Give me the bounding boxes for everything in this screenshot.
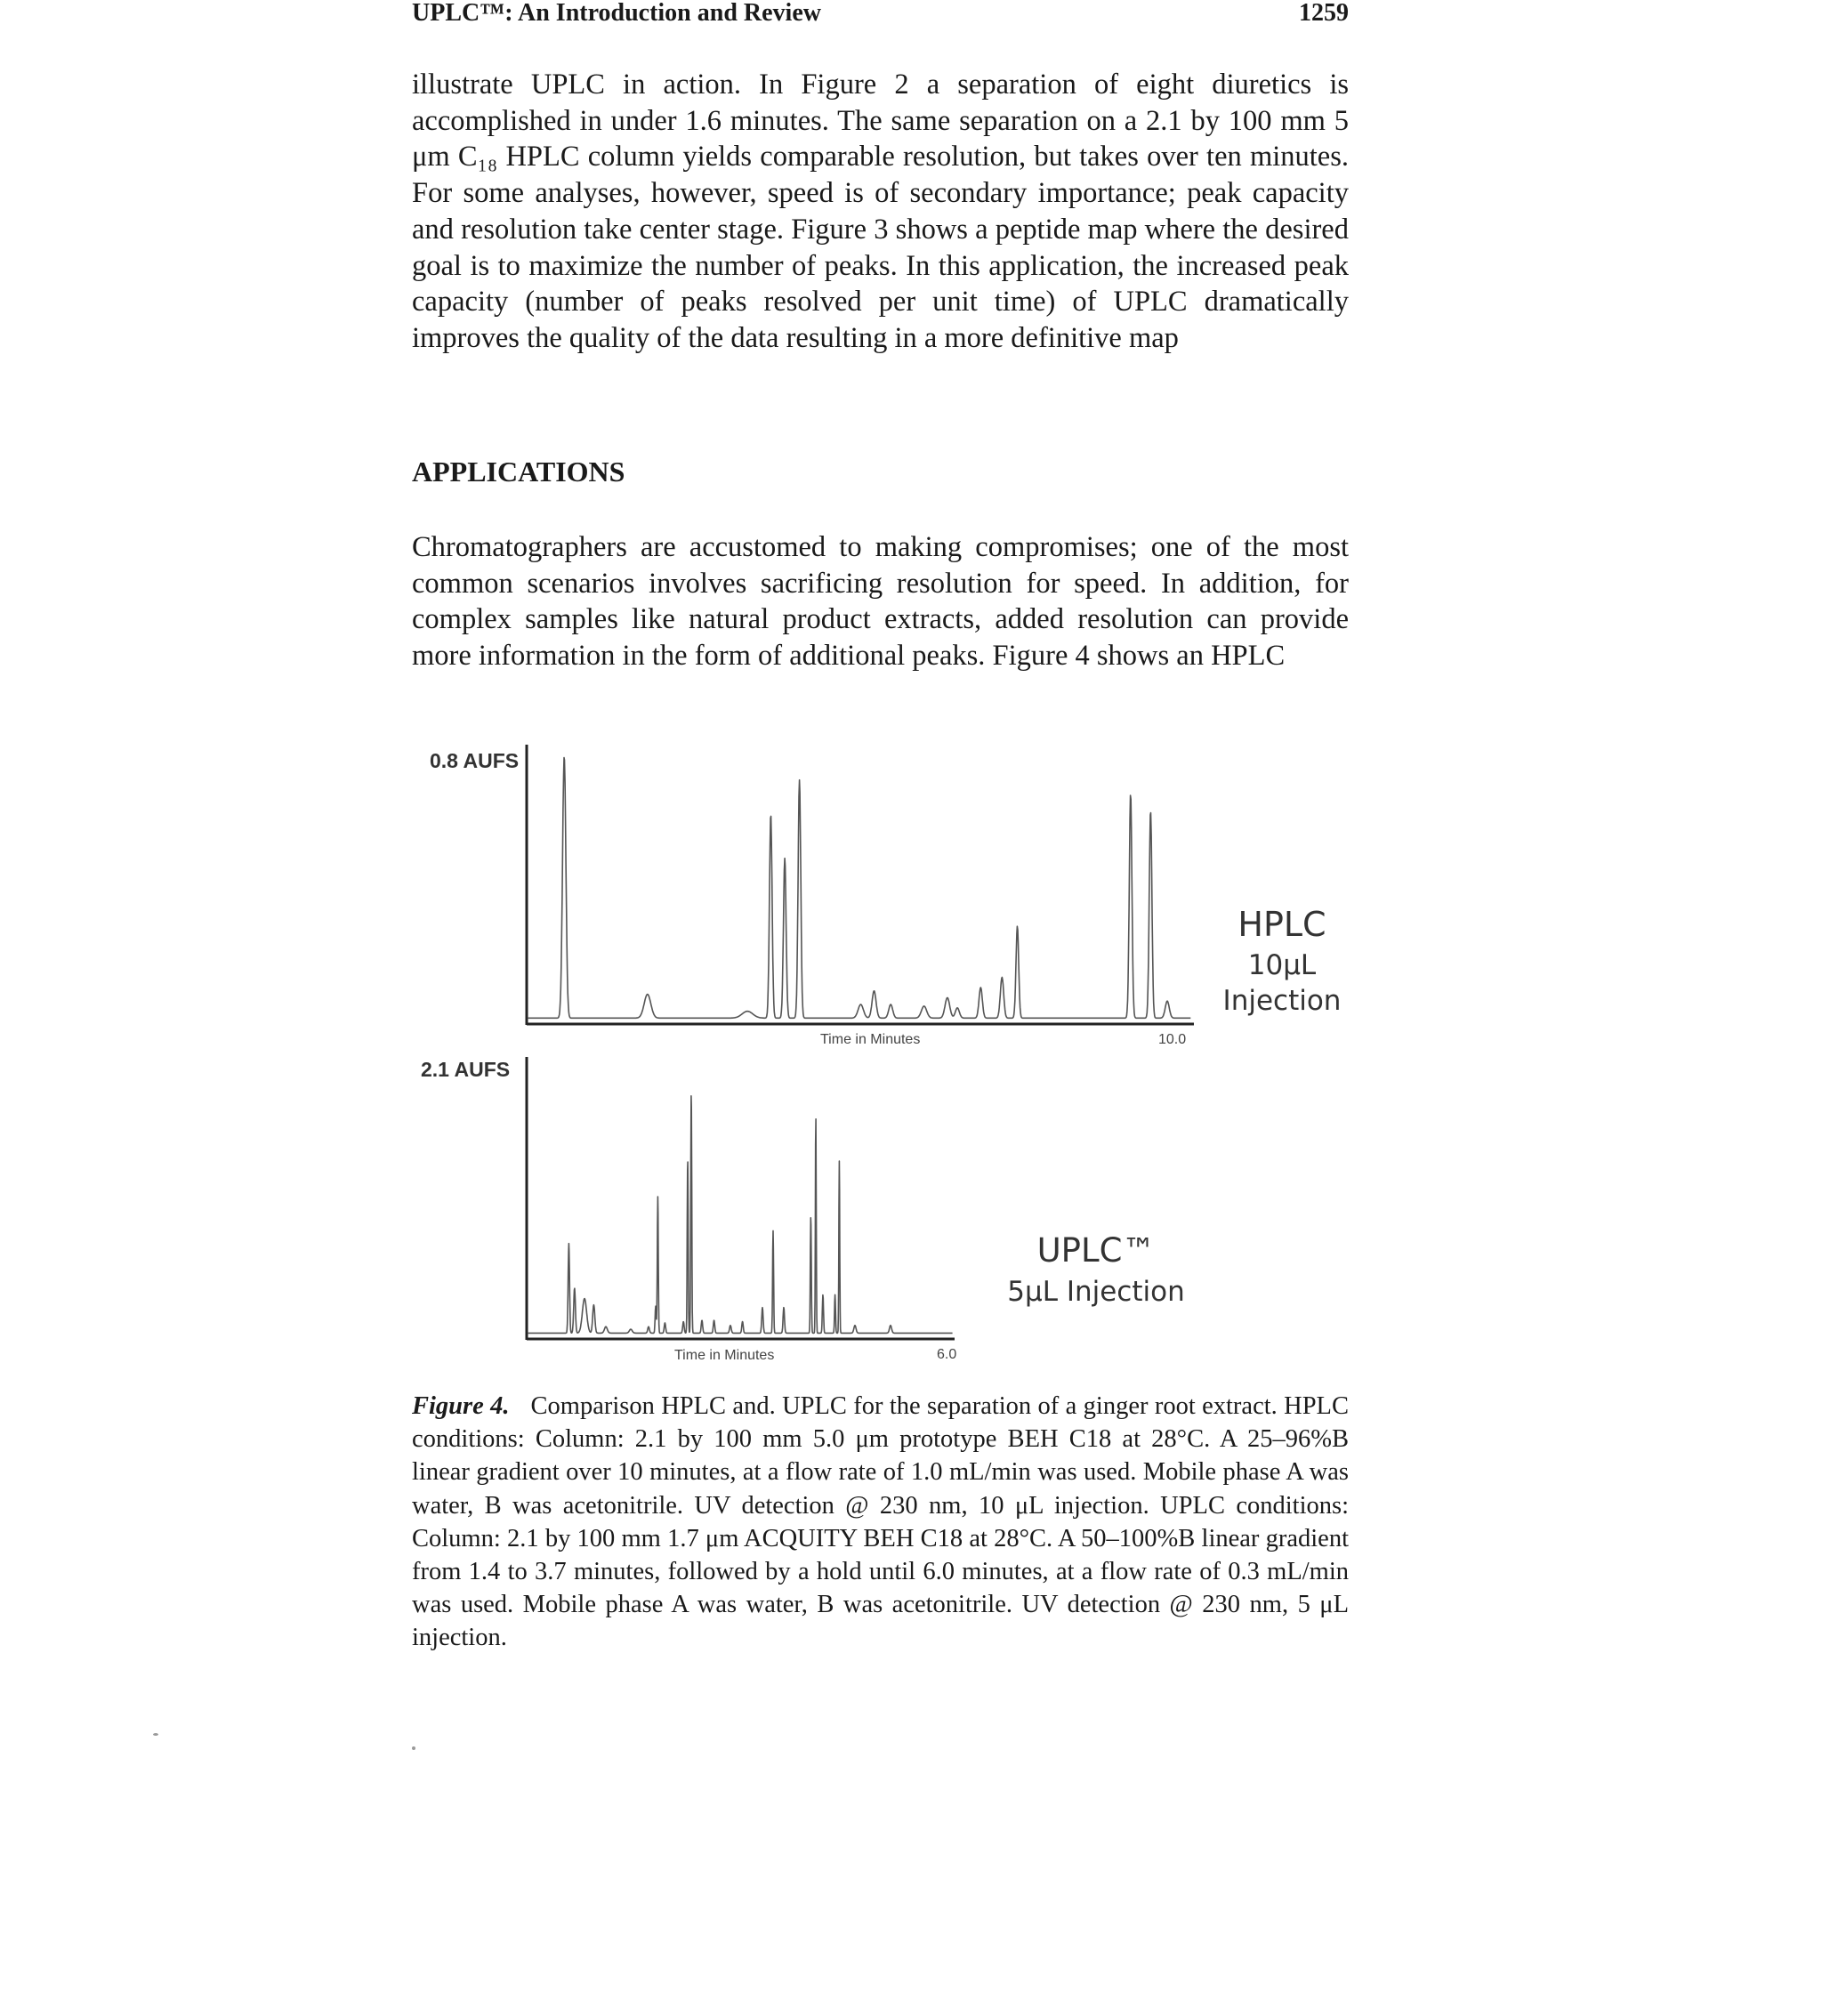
page-number: 1259: [1299, 0, 1349, 27]
body-paragraph-2: Chromatographers are accustomed to making compromises; one of the most common scenarios involves sacrificing resolution for speed. In addition, for complex samples like natural product extracts, added resolution can provide more information in the form of additional peaks. Figure 4 shows an HPLC: [412, 531, 1349, 673]
uplc-label-injection: 5μL Injection: [1007, 1276, 1185, 1308]
uplc-label-title: UPLC™: [1036, 1231, 1156, 1270]
hplc-x-end-label: 10.0: [1158, 1032, 1187, 1047]
hplc-label-injection: Injection: [1222, 985, 1342, 1017]
scan-speck: [153, 1733, 158, 1736]
body-paragraph-1: illustrate UPLC in action. In Figure 2 a separation of eight diuretics is accomplished in under 1.6 minutes. The same separation on a 2.1 by 100 mm 5 μm C₁₈ HPLC column yields comparable resolution, but takes over ten minutes. For some analyses, however, speed is of secondary importance; peak capacity and resolution take center stage. Figure 3 shows a peptide map where the desired goal is to maximize the number of peaks. In this application, the increased peak capacity (number of peaks resolved per unit time) of UPLC dramatically improves the quality of the data resulting in a more definitive map: [412, 69, 1349, 354]
hplc-trace: [528, 758, 1190, 1019]
hplc-x-axis-label: Time in Minutes: [820, 1032, 921, 1047]
figure-caption: [412, 1390, 1349, 1655]
hplc-label-title: HPLC: [1238, 905, 1326, 944]
uplc-x-end-label: 6.0: [937, 1347, 957, 1362]
uplc-scale-label: 2.1 AUFS: [421, 1058, 511, 1081]
hplc-panel: [430, 745, 1341, 1047]
running-head: [412, 0, 1349, 27]
section-heading: APPLICATIONS: [412, 456, 625, 488]
running-title: UPLC™: An Introduction and Review: [412, 0, 821, 27]
uplc-panel: [421, 1057, 1185, 1363]
hplc-scale-label: 0.8 AUFS: [430, 749, 520, 772]
scan-speck: [412, 1746, 415, 1750]
caption-label: Figure 4.: [412, 1392, 510, 1420]
hplc-label-volume: 10μL: [1247, 949, 1317, 981]
uplc-trace: [528, 1096, 953, 1334]
uplc-x-axis-label: Time in Minutes: [674, 1348, 775, 1363]
caption-text: Comparison HPLC and. UPLC for the separation of a ginger root extract. HPLC conditions: Column: 2.1 by 100 mm 5.0 μm prototype BEH C18 at 28°C. A 25–96%B linear gradient over 10 minutes, at a flow rate of 1.0 mL/min was used. Mobile phase A was water, B was acetonitrile. UV detection @ 230 nm, 10 μL injection. UPLC conditions: Column: 2.1 by 100 mm 1.7 μm ACQUITY BEH C18 at 28°C. A 50–100%B linear gradient from 1.4 to 3.7 minutes, followed by a hold until 6.0 minutes, at a flow rate of 0.3 mL/min was used. Mobile phase A was water, B was acetonitrile. UV detection @ 230 nm, 5 μL injection.: [412, 1392, 1349, 1652]
